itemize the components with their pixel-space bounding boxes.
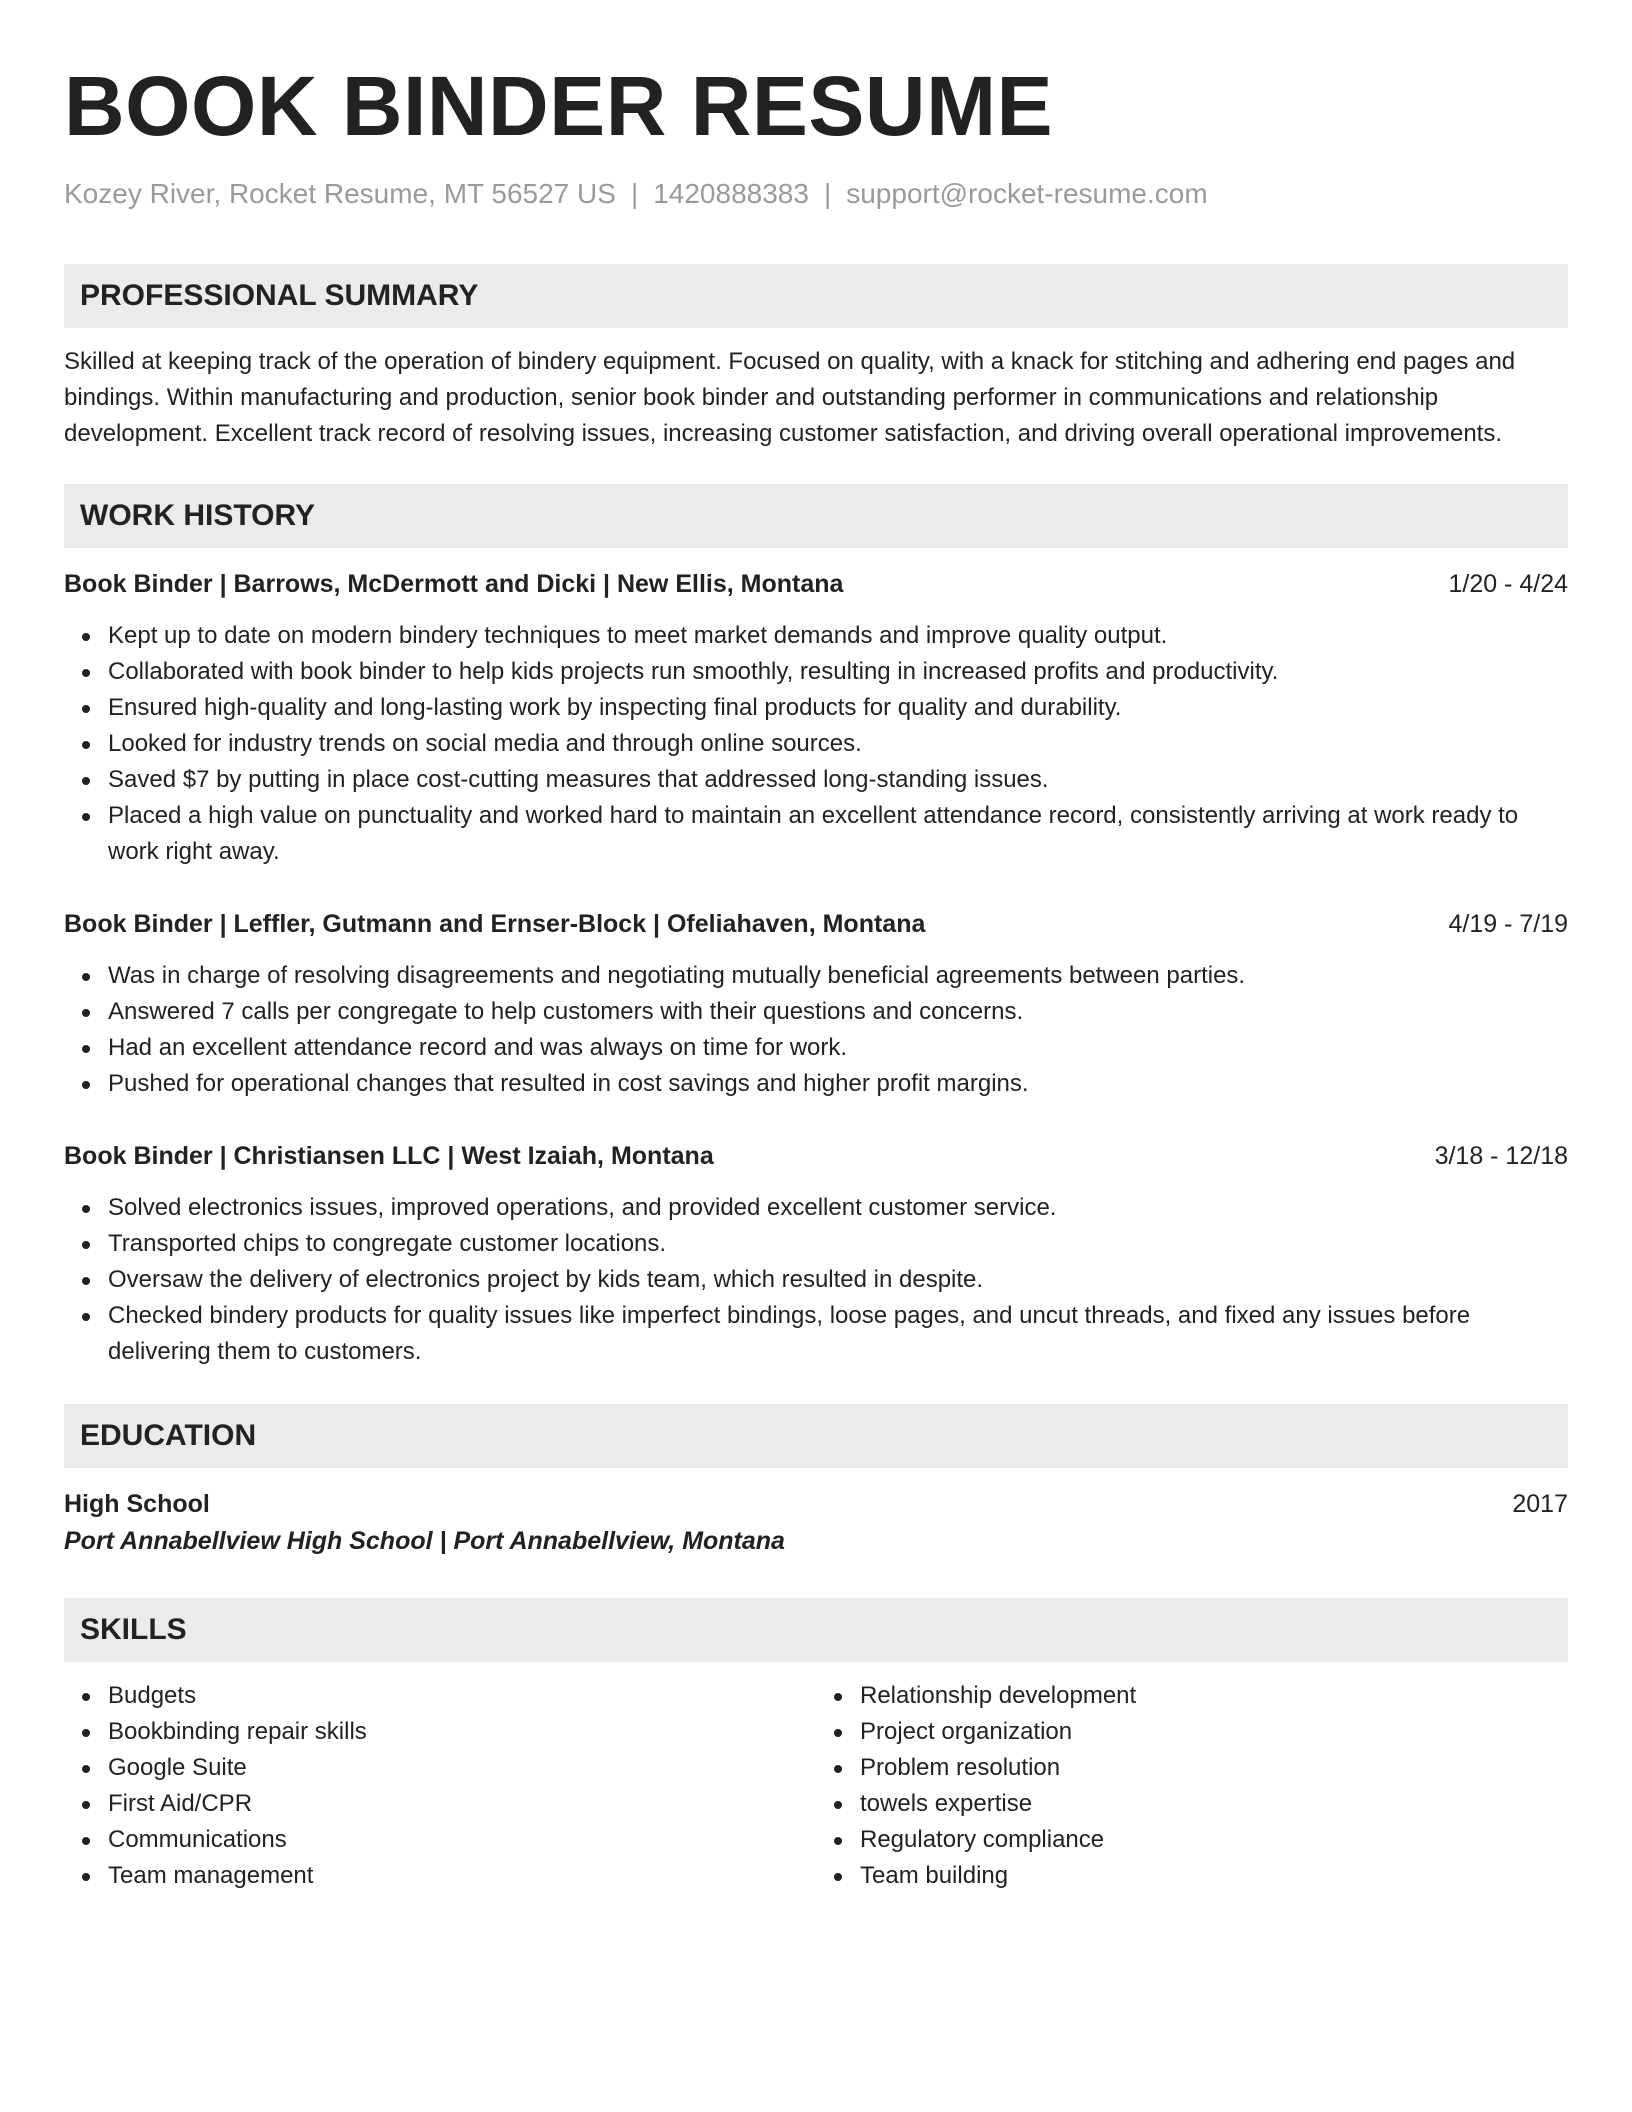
- education-heading: EDUCATION: [64, 1404, 1568, 1468]
- job-header: [64, 566, 1568, 602]
- job-entry: [64, 1138, 1568, 1370]
- skill-item: First Aid/CPR: [108, 1786, 816, 1822]
- job-bullet: Answered 7 calls per congregate to help customers with their questions and concerns.: [108, 994, 1568, 1030]
- skill-item: Project organization: [860, 1714, 1568, 1750]
- job-bullet: Had an excellent attendance record and was always on time for work.: [108, 1030, 1568, 1066]
- job-bullets: [64, 958, 1568, 1102]
- contact-separator: |: [823, 178, 832, 209]
- contact-address: Kozey River, Rocket Resume, MT 56527 US: [64, 178, 616, 209]
- education-degree: High School: [64, 1490, 210, 1518]
- education-year: 2017: [1512, 1490, 1568, 1518]
- job-title: Book Binder | Leffler, Gutmann and Ernser-Block | Ofeliahaven, Montana: [64, 910, 926, 938]
- job-dates: 4/19 - 7/19: [1448, 910, 1568, 938]
- job-bullets: [64, 1190, 1568, 1370]
- resume-title: BOOK BINDER RESUME: [64, 59, 1054, 153]
- job-header: [64, 1138, 1568, 1174]
- skill-item: Relationship development: [860, 1678, 1568, 1714]
- skill-item: Team building: [860, 1858, 1568, 1894]
- work-history-heading: WORK HISTORY: [64, 484, 1568, 548]
- skills-list-left: [64, 1678, 816, 1894]
- job-bullet: Solved electronics issues, improved operations, and provided excellent customer service.: [108, 1190, 1568, 1226]
- skills-heading: SKILLS: [64, 1598, 1568, 1662]
- contact-line: [64, 176, 1568, 212]
- job-bullets: [64, 618, 1568, 870]
- summary-text: Skilled at keeping track of the operation of bindery equipment. Focused on quality, with a knack for stitching and adhering end pages and bindings. Within manufacturing and production, senior book binder and outstanding performer in communications and relationship development. Excellent track record of resolving issues, increasing customer satisfaction, and driving overall operational improvements.: [64, 348, 1516, 447]
- contact-email: support@rocket-resume.com: [846, 178, 1208, 209]
- education-school: Port Annabellview High School | Port Annabellview, Montana: [64, 1527, 785, 1555]
- summary-heading: PROFESSIONAL SUMMARY: [64, 264, 1568, 328]
- job-entry: [64, 906, 1568, 1102]
- skills-columns: [64, 1678, 1568, 1894]
- job-dates: 3/18 - 12/18: [1434, 1142, 1568, 1170]
- education-entry: [64, 1486, 1568, 1560]
- job-bullet: Was in charge of resolving disagreements and negotiating mutually beneficial agreements between parties.: [108, 958, 1568, 994]
- job-dates: 1/20 - 4/24: [1448, 570, 1568, 598]
- contact-separator: |: [630, 178, 639, 209]
- job-bullet: Placed a high value on punctuality and worked hard to maintain an excellent attendance record, consistently arriving at work ready to work right away.: [108, 798, 1568, 870]
- skill-item: Budgets: [108, 1678, 816, 1714]
- job-title: Book Binder | Christiansen LLC | West Izaiah, Montana: [64, 1142, 714, 1170]
- job-header: [64, 906, 1568, 942]
- skill-item: towels expertise: [860, 1786, 1568, 1822]
- skill-item: Team management: [108, 1858, 816, 1894]
- education-header: [64, 1486, 1568, 1522]
- contact-phone: 1420888383: [653, 178, 809, 209]
- skill-item: Communications: [108, 1822, 816, 1858]
- job-bullet: Ensured high-quality and long-lasting work by inspecting final products for quality and durability.: [108, 690, 1568, 726]
- skill-item: Bookbinding repair skills: [108, 1714, 816, 1750]
- skill-item: Google Suite: [108, 1750, 816, 1786]
- job-bullet: Pushed for operational changes that resulted in cost savings and higher profit margins.: [108, 1066, 1568, 1102]
- job-bullet: Saved $7 by putting in place cost-cutting measures that addressed long-standing issues.: [108, 762, 1568, 798]
- job-bullet: Looked for industry trends on social media and through online sources.: [108, 726, 1568, 762]
- skill-item: Problem resolution: [860, 1750, 1568, 1786]
- job-entry: [64, 566, 1568, 870]
- job-bullet: Kept up to date on modern bindery techniques to meet market demands and improve quality output.: [108, 618, 1568, 654]
- job-bullet: Oversaw the delivery of electronics project by kids team, which resulted in despite.: [108, 1262, 1568, 1298]
- job-bullet: Checked bindery products for quality issues like imperfect bindings, loose pages, and uncut threads, and fixed any issues before delivering them to customers.: [108, 1298, 1568, 1370]
- skill-item: Regulatory compliance: [860, 1822, 1568, 1858]
- job-bullet: Collaborated with book binder to help kids projects run smoothly, resulting in increased profits and productivity.: [108, 654, 1568, 690]
- job-title: Book Binder | Barrows, McDermott and Dicki | New Ellis, Montana: [64, 570, 844, 598]
- job-bullet: Transported chips to congregate customer locations.: [108, 1226, 1568, 1262]
- skills-list-right: [816, 1678, 1568, 1894]
